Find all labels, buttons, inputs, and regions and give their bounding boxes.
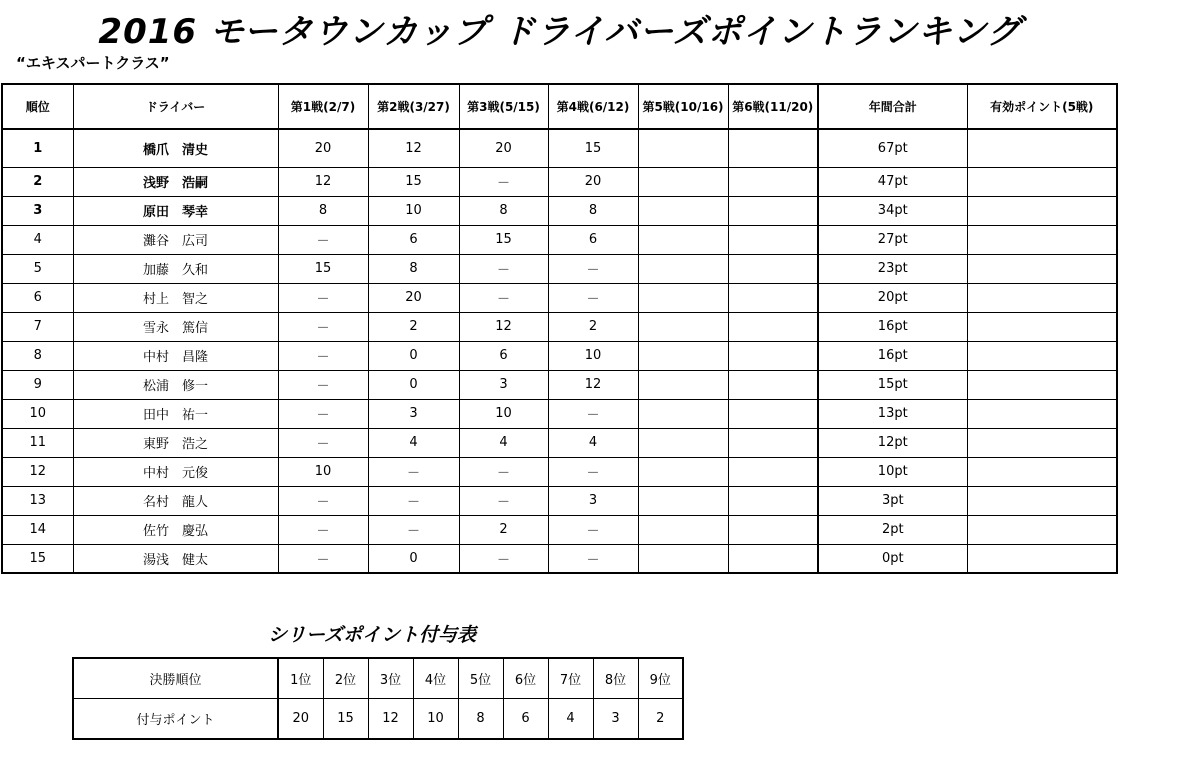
cell-round3: 15 — [459, 225, 548, 254]
cell-valid-points — [967, 312, 1117, 341]
cell-round1: － — [278, 225, 368, 254]
cell-round5 — [638, 341, 728, 370]
cell-total: 34pt — [818, 196, 967, 225]
cell-total: 13pt — [818, 399, 967, 428]
table-row — [2, 129, 1117, 167]
cell-total: 3pt — [818, 486, 967, 515]
cell-round1: － — [278, 428, 368, 457]
cell-round4: 2 — [548, 312, 638, 341]
table-row — [2, 167, 1117, 196]
ranking-header-row — [2, 84, 1117, 129]
header-valid-points: 有効ポイント(5戦) — [967, 84, 1117, 129]
table-row — [2, 341, 1117, 370]
cell-round3: － — [459, 283, 548, 312]
cell-round5 — [638, 254, 728, 283]
cell-round5 — [638, 515, 728, 544]
cell-driver: 村上 智之 — [73, 283, 278, 312]
cell-round4: 20 — [548, 167, 638, 196]
cell-round3: － — [459, 544, 548, 573]
cell-total: 67pt — [818, 129, 967, 167]
cell-round2: 8 — [368, 254, 459, 283]
cell-valid-points — [967, 283, 1117, 312]
cell-round2: － — [368, 457, 459, 486]
cell-total: 23pt — [818, 254, 967, 283]
cell-round4: － — [548, 544, 638, 573]
cell-driver: 名村 龍人 — [73, 486, 278, 515]
cell-round6 — [728, 129, 818, 167]
cell-driver: 田中 祐一 — [73, 399, 278, 428]
header-round6: 第6戦(11/20) — [728, 84, 818, 129]
cell-round5 — [638, 225, 728, 254]
cell-round1: － — [278, 515, 368, 544]
cell-round5 — [638, 129, 728, 167]
points-position-cell: 9位 — [638, 658, 683, 699]
cell-valid-points — [967, 428, 1117, 457]
cell-round2: 20 — [368, 283, 459, 312]
cell-round5 — [638, 486, 728, 515]
points-value-cell: 20 — [278, 699, 323, 740]
cell-round2: 12 — [368, 129, 459, 167]
cell-valid-points — [967, 515, 1117, 544]
points-table-title: シリーズポイント付与表 — [268, 624, 477, 646]
cell-round2: 0 — [368, 544, 459, 573]
cell-valid-points — [967, 167, 1117, 196]
cell-driver: 中村 元俊 — [73, 457, 278, 486]
points-position-cell: 6位 — [503, 658, 548, 699]
cell-round4: － — [548, 515, 638, 544]
cell-driver: 佐竹 慶弘 — [73, 515, 278, 544]
cell-round6 — [728, 254, 818, 283]
cell-total: 10pt — [818, 457, 967, 486]
cell-round1: － — [278, 341, 368, 370]
points-position-cell: 8位 — [593, 658, 638, 699]
cell-valid-points — [967, 370, 1117, 399]
cell-driver: 加藤 久和 — [73, 254, 278, 283]
class-label: “エキスパートクラス” — [16, 54, 170, 72]
cell-rank: 9 — [2, 370, 73, 399]
cell-round6 — [728, 167, 818, 196]
cell-rank: 15 — [2, 544, 73, 573]
cell-round4: 3 — [548, 486, 638, 515]
cell-round1: － — [278, 370, 368, 399]
cell-total: 2pt — [818, 515, 967, 544]
cell-total: 27pt — [818, 225, 967, 254]
points-value-row — [73, 699, 683, 740]
cell-round5 — [638, 283, 728, 312]
table-row — [2, 515, 1117, 544]
cell-valid-points — [967, 544, 1117, 573]
cell-round5 — [638, 312, 728, 341]
page-title: 2016 モータウンカップ ドライバーズポイントランキング — [98, 12, 1022, 52]
cell-valid-points — [967, 129, 1117, 167]
cell-round6 — [728, 225, 818, 254]
points-position-row — [73, 658, 683, 699]
cell-round6 — [728, 312, 818, 341]
cell-round2: 0 — [368, 341, 459, 370]
cell-rank: 12 — [2, 457, 73, 486]
cell-rank: 8 — [2, 341, 73, 370]
cell-driver: 中村 昌隆 — [73, 341, 278, 370]
cell-round2: 10 — [368, 196, 459, 225]
cell-round4: － — [548, 254, 638, 283]
points-position-cell: 7位 — [548, 658, 593, 699]
cell-rank: 11 — [2, 428, 73, 457]
points-value-cell: 8 — [458, 699, 503, 740]
header-round2: 第2戦(3/27) — [368, 84, 459, 129]
cell-round4: － — [548, 399, 638, 428]
header-round4: 第4戦(6/12) — [548, 84, 638, 129]
cell-round1: 10 — [278, 457, 368, 486]
table-row — [2, 399, 1117, 428]
cell-total: 16pt — [818, 341, 967, 370]
cell-round6 — [728, 196, 818, 225]
cell-round3: 4 — [459, 428, 548, 457]
table-row — [2, 428, 1117, 457]
header-round3: 第3戦(5/15) — [459, 84, 548, 129]
cell-round1: － — [278, 486, 368, 515]
table-row — [2, 283, 1117, 312]
cell-round2: － — [368, 515, 459, 544]
table-row — [2, 196, 1117, 225]
cell-valid-points — [967, 196, 1117, 225]
cell-valid-points — [967, 457, 1117, 486]
cell-round6 — [728, 399, 818, 428]
table-row — [2, 312, 1117, 341]
cell-round1: － — [278, 544, 368, 573]
cell-valid-points — [967, 225, 1117, 254]
cell-round1: 12 — [278, 167, 368, 196]
table-row — [2, 544, 1117, 573]
cell-round3: － — [459, 254, 548, 283]
cell-round6 — [728, 283, 818, 312]
cell-valid-points — [967, 399, 1117, 428]
cell-driver: 松浦 修一 — [73, 370, 278, 399]
cell-rank: 1 — [2, 129, 73, 167]
cell-driver: 雪永 篤信 — [73, 312, 278, 341]
cell-round4: 6 — [548, 225, 638, 254]
cell-round3: － — [459, 486, 548, 515]
cell-rank: 13 — [2, 486, 73, 515]
cell-round2: － — [368, 486, 459, 515]
cell-round1: － — [278, 283, 368, 312]
points-value-cell: 2 — [638, 699, 683, 740]
cell-round6 — [728, 515, 818, 544]
points-value-cell: 6 — [503, 699, 548, 740]
points-position-cell: 2位 — [323, 658, 368, 699]
cell-round3: 8 — [459, 196, 548, 225]
cell-round5 — [638, 196, 728, 225]
cell-round1: － — [278, 399, 368, 428]
cell-valid-points — [967, 486, 1117, 515]
header-rank: 順位 — [2, 84, 73, 129]
cell-round3: 6 — [459, 341, 548, 370]
table-row — [2, 254, 1117, 283]
cell-round4: 4 — [548, 428, 638, 457]
cell-rank: 14 — [2, 515, 73, 544]
cell-round1: 8 — [278, 196, 368, 225]
points-row2-label: 付与ポイント — [73, 699, 278, 740]
cell-round3: 12 — [459, 312, 548, 341]
cell-round5 — [638, 544, 728, 573]
cell-round6 — [728, 544, 818, 573]
cell-round5 — [638, 167, 728, 196]
cell-round4: 12 — [548, 370, 638, 399]
cell-round3: 10 — [459, 399, 548, 428]
cell-rank: 2 — [2, 167, 73, 196]
cell-round5 — [638, 428, 728, 457]
cell-round5 — [638, 399, 728, 428]
cell-rank: 3 — [2, 196, 73, 225]
cell-total: 12pt — [818, 428, 967, 457]
cell-round1: 15 — [278, 254, 368, 283]
cell-driver: 東野 浩之 — [73, 428, 278, 457]
cell-round4: － — [548, 457, 638, 486]
cell-driver: 灘谷 広司 — [73, 225, 278, 254]
table-row — [2, 370, 1117, 399]
cell-round2: 4 — [368, 428, 459, 457]
cell-round5 — [638, 457, 728, 486]
cell-round3: 20 — [459, 129, 548, 167]
points-value-cell: 15 — [323, 699, 368, 740]
cell-valid-points — [967, 254, 1117, 283]
cell-round6 — [728, 486, 818, 515]
cell-round3: － — [459, 167, 548, 196]
points-value-cell: 12 — [368, 699, 413, 740]
cell-round4: 10 — [548, 341, 638, 370]
cell-driver: 湯浅 健太 — [73, 544, 278, 573]
cell-round3: － — [459, 457, 548, 486]
cell-total: 20pt — [818, 283, 967, 312]
cell-rank: 4 — [2, 225, 73, 254]
cell-round6 — [728, 428, 818, 457]
cell-round6 — [728, 370, 818, 399]
header-driver: ドライバー — [73, 84, 278, 129]
cell-rank: 10 — [2, 399, 73, 428]
cell-rank: 5 — [2, 254, 73, 283]
cell-driver: 橋爪 清史 — [73, 129, 278, 167]
cell-round5 — [638, 370, 728, 399]
points-position-cell: 4位 — [413, 658, 458, 699]
cell-driver: 浅野 浩嗣 — [73, 167, 278, 196]
cell-round2: 3 — [368, 399, 459, 428]
header-total: 年間合計 — [818, 84, 967, 129]
points-value-cell: 10 — [413, 699, 458, 740]
cell-driver: 原田 琴幸 — [73, 196, 278, 225]
ranking-body — [2, 129, 1117, 573]
cell-rank: 6 — [2, 283, 73, 312]
cell-round2: 2 — [368, 312, 459, 341]
cell-total: 47pt — [818, 167, 967, 196]
header-round5: 第5戦(10/16) — [638, 84, 728, 129]
table-row — [2, 225, 1117, 254]
cell-round1: 20 — [278, 129, 368, 167]
points-value-cell: 4 — [548, 699, 593, 740]
points-position-cell: 1位 — [278, 658, 323, 699]
points-position-cell: 3位 — [368, 658, 413, 699]
cell-round6 — [728, 457, 818, 486]
cell-round4: 15 — [548, 129, 638, 167]
table-row — [2, 486, 1117, 515]
table-row — [2, 457, 1117, 486]
points-position-cell: 5位 — [458, 658, 503, 699]
cell-round4: 8 — [548, 196, 638, 225]
cell-round2: 0 — [368, 370, 459, 399]
cell-round3: 2 — [459, 515, 548, 544]
cell-round4: － — [548, 283, 638, 312]
ranking-table — [1, 83, 1118, 574]
cell-total: 16pt — [818, 312, 967, 341]
cell-round2: 6 — [368, 225, 459, 254]
cell-round6 — [728, 341, 818, 370]
cell-total: 15pt — [818, 370, 967, 399]
points-value-cell: 3 — [593, 699, 638, 740]
cell-round2: 15 — [368, 167, 459, 196]
points-award-table — [72, 657, 684, 740]
cell-round1: － — [278, 312, 368, 341]
points-row1-label: 決勝順位 — [73, 658, 278, 699]
cell-total: 0pt — [818, 544, 967, 573]
cell-round3: 3 — [459, 370, 548, 399]
header-round1: 第1戦(2/7) — [278, 84, 368, 129]
cell-rank: 7 — [2, 312, 73, 341]
cell-valid-points — [967, 341, 1117, 370]
